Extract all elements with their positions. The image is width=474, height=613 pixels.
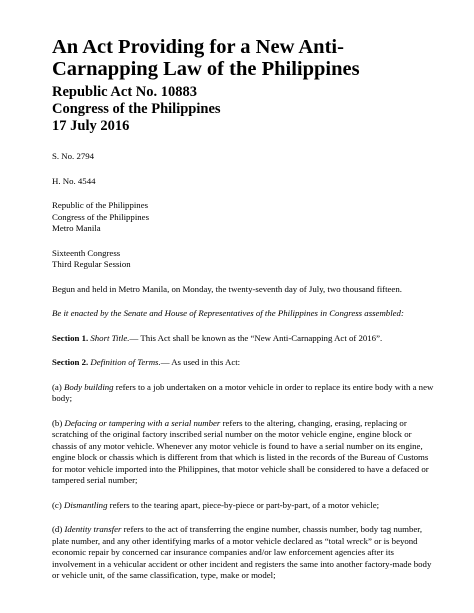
definition-b [52, 418, 434, 487]
session-block [52, 248, 434, 271]
definition-text: refers to a job undertaken on a motor vehicle in order to replace its entire body with a new body; [52, 381, 434, 403]
act-subtitle-block [52, 84, 434, 135]
definition-prefix: (c) [52, 499, 64, 510]
section-1 [52, 333, 434, 345]
definition-text: refers to the tearing apart, piece-by-piece or part-by-part, of a motor vehicle; [107, 499, 380, 510]
section-2-heading: Definition of Terms. [90, 357, 161, 367]
house-bill-number: H. No. 4544 [52, 175, 96, 186]
definition-prefix: (a) [52, 381, 64, 392]
session-line: Third Regular Session [52, 259, 131, 269]
definition-term: Dismantling [63, 499, 108, 510]
definition-text: refers to the altering, changing, erasing, replacing or scratching of the original factory inscribed serial number on the motor vehicle engine, engine block or chassis of any motor vehicle. Whenever any motor vehicle is found to have a serial number on its engine, engine block or chassis which is different from that which is listed in the records of the Bureau of Customs for motor vehicle imported into the Philippines, that motor vehicle shall be considered to have a defaced or tampered serial number; [52, 417, 429, 485]
act-title: An Act Providing for a New Anti-Carnapping Law of the Philippines [52, 36, 360, 80]
begun-statement: Begun and held in Metro Manila, on Monday, the twenty-seventh day of July, two thousand fifteen. [52, 283, 402, 294]
session-line: Sixteenth Congress [52, 247, 121, 258]
origin-line: Metro Manila [52, 223, 101, 233]
definition-text: refers to the act of transferring the engine number, chassis number, body tag number, plate number, and any other identifying marks of a motor vehicle declared as “total wreck” or is beyond economic repair by concerned car insurance companies and/or law enforcement agencies after its involvement in a vehicular accident or other incident and registers the same into another factory-made body or vehicle unit, of the same classification, type, make or model; [52, 524, 432, 580]
origin-line: Republic of the Philippines [52, 200, 149, 210]
act-date: 17 July 2016 [52, 118, 130, 134]
definition-term: Identity transfer [64, 524, 122, 534]
definition-term: Defacing or tampering with a serial number [64, 417, 221, 428]
definition-prefix: (d) [52, 524, 65, 534]
definition-term: Body building [63, 381, 114, 392]
section-1-text: — This Act shall be known as the “New Anti-Carnapping Act of 2016”. [129, 332, 383, 343]
document-body [52, 151, 434, 582]
enacting-clause [52, 308, 434, 320]
section-1-heading: Short Title. [90, 332, 130, 343]
enacting-clause-text: Be it enacted by the Senate and House of Representatives of the Philippines in Congress assembled: [52, 308, 404, 318]
origin-block [52, 200, 434, 235]
section-2-text: — As used in this Act: [160, 357, 241, 367]
definition-d [52, 524, 434, 582]
republic-act-number: Republic Act No. 10883 [52, 84, 197, 100]
section-1-label: Section 1. [52, 332, 89, 343]
origin-line: Congress of the Philippines [52, 211, 150, 222]
definition-prefix: (b) [52, 417, 65, 428]
congress-name: Congress of the Philippines [52, 101, 221, 117]
section-2-label: Section 2. [52, 357, 89, 367]
senate-bill-number: S. No. 2794 [52, 151, 95, 161]
section-2 [52, 357, 434, 369]
definition-c [52, 500, 434, 512]
definition-a [52, 382, 434, 405]
